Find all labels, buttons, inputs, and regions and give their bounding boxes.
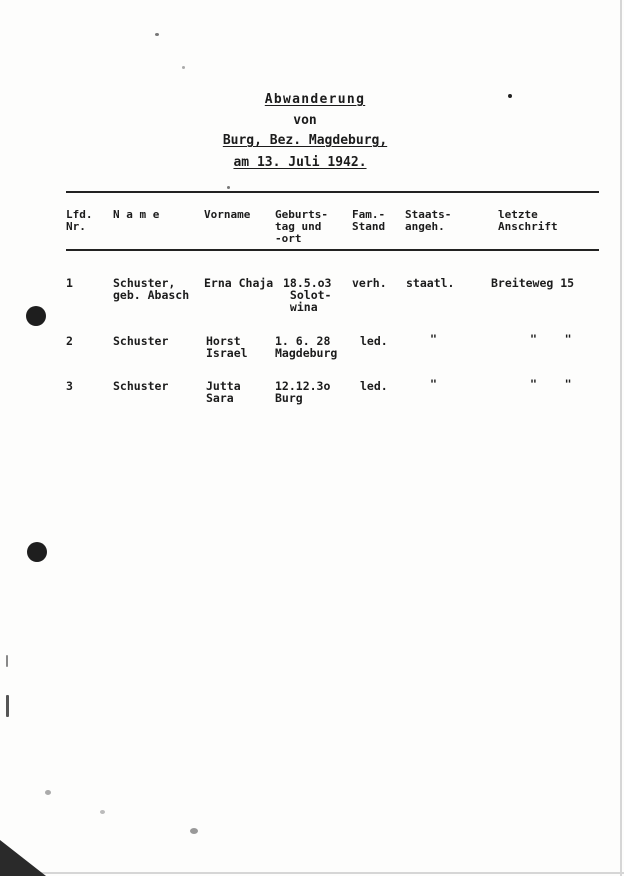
speck: [100, 810, 105, 814]
row2-staat: ": [430, 332, 437, 346]
heading-place: Burg, Bez. Magdeburg,: [222, 133, 388, 148]
heading-date: am 13. Juli 1942.: [233, 155, 367, 170]
table-header-rule: [66, 249, 599, 251]
speck: [6, 655, 8, 667]
row1-nr: 1: [66, 276, 73, 290]
row1-staat: staatl.: [406, 276, 455, 290]
row2-stand: led.: [360, 334, 388, 348]
row3-name: Schuster: [113, 379, 169, 393]
row2-nr: 2: [66, 334, 73, 348]
row3-geburt: 12.12.3o Burg: [275, 379, 331, 405]
row1-stand: verh.: [352, 276, 387, 290]
row1-anschrift: Breiteweg 15: [491, 276, 575, 290]
header-vorname: Vorname: [204, 208, 251, 221]
row1-geburt: 18.5.o3 Solot- wina: [283, 276, 332, 314]
speck: [227, 186, 230, 189]
row3-anschrift: " ": [530, 377, 572, 391]
punch-hole-lower: [27, 542, 47, 562]
header-lfd-nr: Lfd. Nr.: [66, 208, 93, 233]
row2-vorname: Horst Israel: [206, 334, 248, 360]
page-edge-right: [620, 0, 622, 876]
header-anschrift: letzte Anschrift: [498, 208, 558, 233]
speck: [155, 33, 159, 36]
speck: [45, 790, 51, 795]
heading-abwanderung: Abwanderung: [264, 92, 366, 107]
header-staatsangeh: Staats- angeh.: [405, 208, 452, 233]
speck: [190, 828, 198, 834]
table-top-rule: [66, 191, 599, 193]
speck: [6, 695, 9, 717]
punch-hole-upper: [26, 306, 46, 326]
row2-name: Schuster: [113, 334, 169, 348]
row3-nr: 3: [66, 379, 73, 393]
row2-geburt: 1. 6. 28 Magdeburg: [275, 334, 338, 360]
header-geburt: Geburts- tag und -ort: [275, 208, 328, 245]
corner-fold: [0, 840, 46, 876]
row3-vorname: Jutta Sara: [206, 379, 241, 405]
row3-stand: led.: [360, 379, 388, 393]
header-fam-stand: Fam.- Stand: [352, 208, 386, 233]
row2-anschrift: " ": [530, 332, 572, 346]
row3-staat: ": [430, 377, 437, 391]
header-name: N a m e: [113, 208, 160, 221]
page-edge-bottom: [0, 872, 624, 874]
row1-vorname: Erna Chaja: [204, 276, 274, 290]
heading-von: von: [293, 113, 317, 128]
row1-name: Schuster, geb. Abasch: [113, 276, 190, 302]
speck: [182, 66, 185, 69]
